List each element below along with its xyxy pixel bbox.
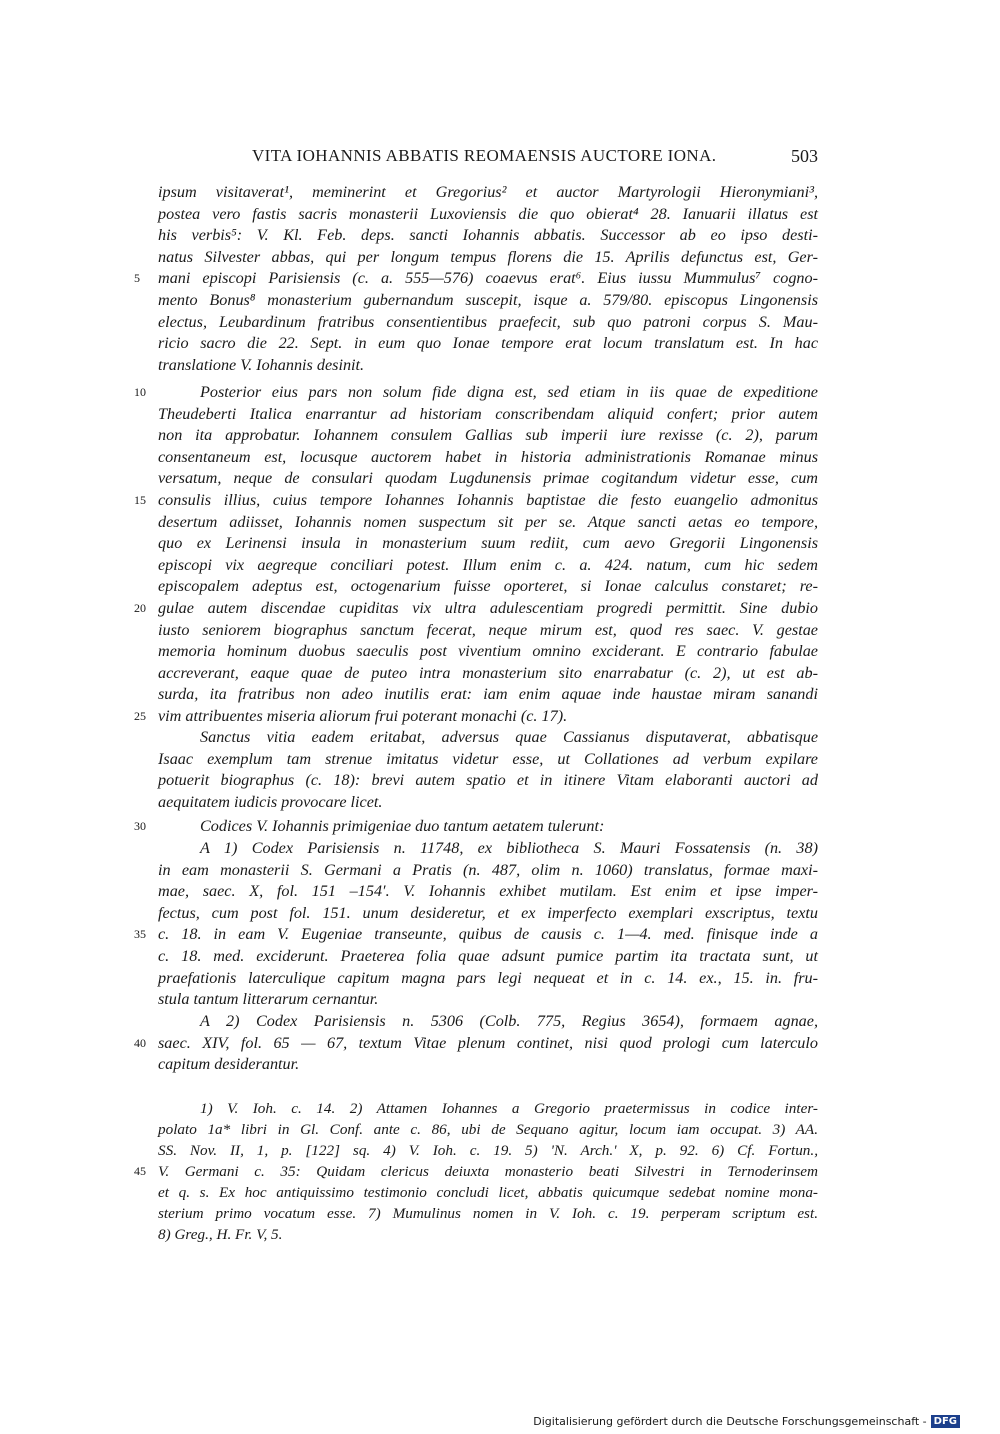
line-text: mani episcopi Parisiensis (c. a. 555—576) coaevus erat⁶. Eius iussu Mummulus⁷ cogno- <box>158 269 818 288</box>
line-number: 30 <box>134 819 146 833</box>
line-text: c. 18. in eam V. Eugeniae transeunte, quibus de causis c. 1—4. med. finisque inde a <box>158 925 818 944</box>
page-number: 503 <box>791 146 818 166</box>
line-text: Theudeberti Italica enarrantur ad historiam conscribendam aliquid confert; prior autem <box>158 404 818 423</box>
text-line <box>158 1098 818 1119</box>
line-number: 45 <box>134 1164 146 1178</box>
paragraph-5 <box>134 838 818 1011</box>
line-text: Posterior eius pars non solum fide digna est, sed etiam in iis quae de expeditione <box>200 383 818 401</box>
credit-text: Digitalisierung gefördert durch die Deutsche Forschungsgemeinschaft - <box>533 1415 927 1428</box>
line-text: Isaac exemplum tam strenue imitatus videtur esse, ut Collationes ad verbum expilare <box>158 749 818 768</box>
line-text: V. Germani c. 35: Quidam clericus deiuxta monasterio beati Silvestri in Ternoderinsem <box>158 1163 818 1180</box>
text-line <box>134 1033 818 1055</box>
digitization-credit <box>533 1415 960 1428</box>
line-text: aequitatem iudicis provocare licet. <box>158 792 383 811</box>
line-text: memoria hominum duobus saeculis post viventium omnino exciderant. E contrario fabulae <box>158 642 818 661</box>
line-text: natus Silvester abbas, qui per longum tempus florens die 15. Aprilis defunctus est, Ger- <box>158 247 818 266</box>
text-line <box>134 490 818 512</box>
text-line <box>158 620 818 642</box>
line-text: sterium primo vocatum esse. 7) Mumulinus nomen in V. Ioh. c. 19. perperam scriptum est. <box>158 1205 818 1222</box>
text-line <box>158 881 818 903</box>
line-text: et q. s. Ex hoc antiquissimo testimonio concludi licet, abbatis quicumque sedebat nomine mona- <box>158 1184 818 1201</box>
line-text: vim attribuentes miseria aliorum frui poterant monachi (c. 17). <box>158 706 568 725</box>
text-line <box>158 225 818 247</box>
text-line <box>158 1011 818 1033</box>
text-line <box>158 770 818 792</box>
line-text: praefationis laterculique capitum magna pars legi nequeat et in c. 14. ex., 15. in. fru- <box>158 968 818 987</box>
text-line <box>134 1161 818 1182</box>
text-line <box>158 355 818 377</box>
line-number: 15 <box>134 492 146 507</box>
text-line <box>134 268 818 290</box>
line-text: translatione V. Iohannis desinit. <box>158 355 365 374</box>
running-header <box>158 146 818 170</box>
line-text: desertum adiisset, Iohannis nomen suspectum sit per se. Atque sancti aetas eo tempore, <box>158 512 818 531</box>
text-line <box>158 860 818 882</box>
text-line <box>134 598 818 620</box>
line-text: quo ex Lerinensi insula in monasterium suum rediit, cum aevo Gregorii Lingonensis <box>158 534 818 553</box>
footnotes <box>134 1098 818 1245</box>
line-text: in eam monasterii S. Germani a Pratis (n. 487, olim n. 1060) translatus, formae maxi- <box>158 860 818 879</box>
text-line <box>158 247 818 269</box>
text-line <box>158 576 818 598</box>
text-line <box>158 1224 818 1245</box>
line-text: 1) V. Ioh. c. 14. 2) Attamen Iohannes a Gregorio praetermissus in codice inter- <box>200 1100 818 1117</box>
line-text: SS. Nov. II, 1, p. [122] sq. 4) V. Ioh. c. 19. 5) 'N. Arch.' X, p. 92. 6) Cf. Fortun., <box>158 1142 818 1159</box>
line-text: ricio sacro die 22. Sept. in eum quo Ionae tempore erat locum translatum est. In hac <box>158 334 818 353</box>
line-text: iusto seniorem biographus sanctum fecerat, neque mirum est, quod res saec. V. gestae <box>158 620 818 639</box>
line-text: mae, saec. X, fol. 151 –154′. V. Iohannis exhibet mutilam. Est enim et ipse imper- <box>158 882 818 901</box>
line-text: postea vero fastis sacris monasterii Luxoviensis die quo obierat⁴ 28. Ianuarii illatus est <box>158 204 818 223</box>
text-line <box>158 1203 818 1224</box>
text-line <box>158 290 818 312</box>
line-text: capitum desiderantur. <box>158 1055 300 1074</box>
line-text: fectus, cum post fol. 151. unum desideretur, et ex imperfecto exemplari exscriptus, textu <box>158 903 818 922</box>
running-title: VITA IOHANNIS ABBATIS REOMAENSIS AUCTORE IONA. <box>252 146 717 165</box>
line-text: episcopi vix aegreque conciliari potest. Illum enim c. a. 424. natum, cum hic sedem <box>158 555 818 574</box>
text-line <box>158 946 818 968</box>
paragraph-3 <box>158 727 818 813</box>
line-number: 10 <box>134 385 146 399</box>
line-text: A 1) Codex Parisiensis n. 11748, ex bibliotheca S. Mauri Fossatensis (n. 38) <box>200 839 818 857</box>
paragraph-1 <box>134 182 818 376</box>
text-line <box>158 1054 818 1076</box>
paragraph-6 <box>134 1011 818 1076</box>
text-line <box>158 425 818 447</box>
line-text: c. 18. med. exciderunt. Praeterea folia quae adsunt pumice partim ita tractata sunt, ut <box>158 946 818 965</box>
line-text: accreverant, eaque quae de puteo intra monasterium sito enarrabatur (c. 2), ut est ab- <box>158 663 818 682</box>
line-text: stula tantum litterarum cernantur. <box>158 990 379 1009</box>
text-line <box>158 989 818 1011</box>
text-line <box>158 533 818 555</box>
paragraph-2 <box>134 382 818 728</box>
line-text: polato 1a* libri in Gl. Conf. ante c. 86, ubi de Sequano agitur, locum iam occupat. 3) AA. <box>158 1121 818 1138</box>
text-line <box>158 684 818 706</box>
text-line <box>134 382 818 404</box>
text-line <box>134 706 818 728</box>
text-line <box>158 749 818 771</box>
text-line <box>158 838 818 860</box>
text-line <box>158 312 818 334</box>
line-number: 40 <box>134 1035 146 1050</box>
line-text: potuerit biographus (c. 18): brevi autem spatio et in itinere Vitam elaboranti auctori ad <box>158 771 818 790</box>
line-text: gulae autem discendae cupiditas vix ultra adulescentiam progredi permittit. Sine dubio <box>158 598 818 617</box>
text-line <box>158 404 818 426</box>
line-text: surda, ita fratribus non adeo inutilis erat: iam enim aquae inde haustae miram sanandi <box>158 685 818 704</box>
text-line <box>134 924 818 946</box>
text-line <box>158 1182 818 1203</box>
line-text: saec. XIV, fol. 65 — 67, textum Vitae plenum continet, nisi quod prologi cum laterculo <box>158 1033 818 1052</box>
line-text: Codices V. Iohannis primigeniae duo tantum aetatem tulerunt: <box>200 817 605 835</box>
text-line <box>158 555 818 577</box>
line-number: 5 <box>134 271 140 286</box>
text-line <box>158 468 818 490</box>
text-line <box>158 968 818 990</box>
text-line <box>158 333 818 355</box>
text-line <box>158 204 818 226</box>
text-line <box>158 727 818 749</box>
text-line <box>134 816 818 838</box>
text-line <box>158 182 818 204</box>
paragraph-4 <box>134 816 818 838</box>
text-line <box>158 1119 818 1140</box>
line-text: Sanctus vitia eadem eritabat, adversus quae Cassianus disputaverat, abbatisque <box>200 728 818 746</box>
dfg-logo: DFG <box>931 1415 960 1428</box>
text-line <box>158 792 818 814</box>
text-line <box>158 641 818 663</box>
text-line <box>158 447 818 469</box>
line-number: 20 <box>134 600 146 615</box>
text-line <box>158 903 818 925</box>
text-line <box>158 512 818 534</box>
line-text: ipsum visitaverat¹, meminerint et Gregorius² et auctor Martyrologii Hieronymiani³, <box>158 183 818 201</box>
line-number: 35 <box>134 927 146 942</box>
line-text: his verbis⁵: V. Kl. Feb. deps. sancti Iohannis abbatis. Successor ab eo ipso desti- <box>158 226 818 245</box>
line-text: versatum, neque de consulari quodam Lugdunensis primae cogitandum videtur esse, cum <box>158 469 818 488</box>
line-number: 25 <box>134 708 146 723</box>
line-text: electus, Leubardinum fratribus consentientibus praefecit, sub quo patroni corpus S. Mau- <box>158 312 818 331</box>
line-text: consulis illius, cuius tempore Iohannes Iohannis baptistae die festo euangelio admonitus <box>158 490 818 509</box>
line-text: consentaneum est, locusque auctorem habet in historia administrationis Romanae minus <box>158 447 818 466</box>
line-text: A 2) Codex Parisiensis n. 5306 (Colb. 775, Regius 3654), formaem agnae, <box>200 1012 818 1030</box>
text-line <box>158 663 818 685</box>
line-text: mento Bonus⁸ monasterium gubernandum suscepit, isque a. 579/80. episcopus Lingonensis <box>158 290 818 309</box>
text-line <box>158 1140 818 1161</box>
line-text: 8) Greg., H. Fr. V, 5. <box>158 1226 283 1243</box>
line-text: non ita approbatur. Iohannem consulem Gallias sub imperii iure rexisse (c. 2), parum <box>158 426 818 445</box>
line-text: episcopalem adeptus est, octogenarium fuisse oporteret, si Ionae calculus constaret; re- <box>158 577 818 596</box>
